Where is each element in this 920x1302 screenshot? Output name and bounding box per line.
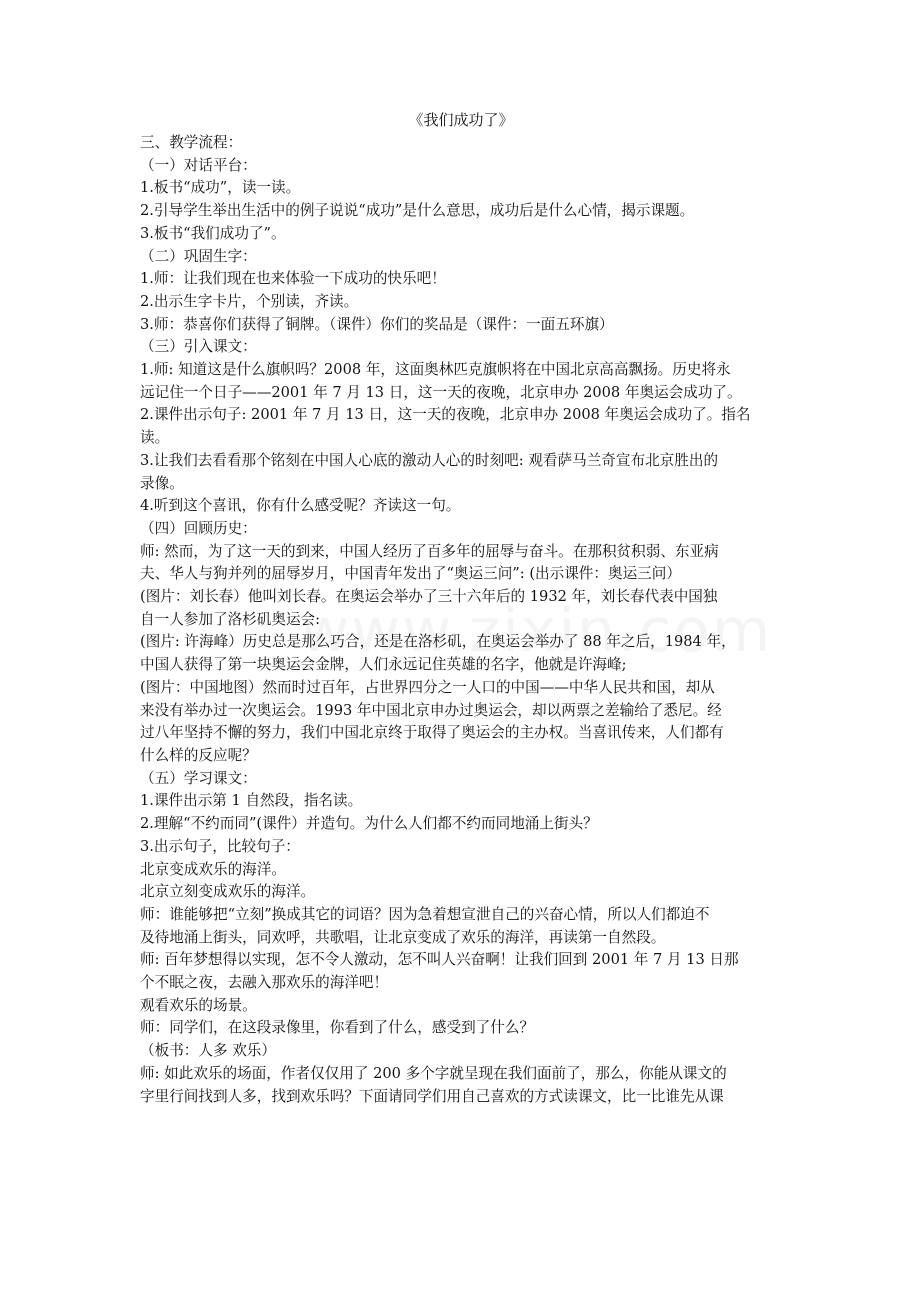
text-line: 3.师：恭喜你们获得了铜牌。（课件）你们的奖品是（课件：一面五环旗） [140,315,614,333]
text-line: 北京立刻变成欢乐的海洋。 [140,883,316,901]
text-line: 2.出示生字卡片，个别读，齐读。 [140,292,359,310]
text-line: 2.引导学生举出生活中的例子说说“成功”是什么意思，成功后是什么心情，揭示课题。 [140,202,695,220]
text-line: 师：同学们，在这段录像里，你看到了什么，感受到了什么？ [140,1019,535,1037]
text-line: (图片：中国地图）然而时过百年，占世界四分之一人口的中国——中华人民共和国，却从 [140,678,715,696]
text-line: 1.师：让我们现在也来体验一下成功的快乐吧！ [140,270,446,288]
text-line: 1.课件出示第 1 自然段，指名读。 [140,792,363,810]
text-line: 过八年坚持不懈的努力，我们中国北京终于取得了奥运会的主办权。当喜讯传来，人们都有 [140,724,724,742]
text-line: 北京变成欢乐的海洋。 [140,860,286,878]
text-line: 师: 然而，为了这一天的到来，中国人经历了百多年的屈辱与奋斗。在那积贫积弱、东亚病 [140,542,719,560]
text-line: 什么样的反应呢？ [140,746,257,764]
document-body [140,132,782,1108]
text-line: 字里行间找到人多，找到欢乐吗？下面请同学们用自己喜欢的方式读课文，比一比谁先从课 [140,1087,724,1105]
text-line: （四）回顾历史： [140,519,257,537]
text-line: 来没有举办过一次奥运会。1993 年中国北京申办过奥运会，却以两票之差输给了悉尼。经 [140,701,722,719]
text-line: 自一人参加了洛杉矶奥运会: [140,610,321,628]
text-line: 录像。 [140,474,184,492]
text-line: 3.让我们去看看那个铭刻在中国人心底的激动人心的时刻吧: 观看萨马兰奇宣布北京胜出的 [140,451,719,469]
text-line: （一）对话平台： [140,156,257,174]
text-line: 夫、华人与狗并列的屈辱岁月，中国青年发出了“奥运三问”: (出示课件：奥运三问） [140,565,681,583]
text-line: 3.出示句子，比较句子： [140,837,300,855]
text-line: (图片: 许海峰）历史总是那么巧合，还是在洛杉矶，在奥运会举办了 88 年之后，1984 年， [140,633,736,651]
text-line: （三）引入课文： [140,338,257,356]
text-line: (图片：刘长春）他叫刘长春。在奥运会举办了三十六年后的 1932 年，刘长春代表中国独 [140,588,718,606]
text-line: （板书：人多 欢乐） [140,1042,276,1060]
document-title: 《我们成功了》 [408,111,514,129]
text-line: 1.板书“成功”，读一读。 [140,179,301,197]
text-line: 及待地涌上街头，同欢呼，共歌唱，让北京变成了欢乐的海洋，再读第一自然段。 [140,928,666,946]
text-line: 读。 [140,429,170,447]
text-line: 师: 如此欢乐的场面，作者仅仅用了 200 多个字就呈现在我们面前了，那么，你能从课文的 [140,1064,727,1082]
text-line: 1.师: 知道这是什么旗帜吗？2008 年，这面奥林匹克旗帜将在中国北京高高飘扬。历史将永 [140,361,731,379]
text-line: 3.板书“我们成功了”。 [140,224,286,242]
text-line: 4.听到这个喜讯，你有什么感受呢？齐读这一句。 [140,497,461,515]
text-line: 2.理解“不约而同”(课件）并造句。为什么人们都不约而同地涌上街头？ [140,815,598,833]
text-line: 个不眠之夜，去融入那欢乐的海洋吧！ [140,974,389,992]
text-line: 观看欢乐的场景。 [140,996,257,1014]
document-page [140,109,782,1108]
text-line: 师：谁能够把“立刻”换成其它的词语？因为急着想宣泄自己的兴奋心情，所以人们都迫不 [140,905,710,923]
text-line: 中国人获得了第一块奥运会金牌，人们永远记住英雄的名字，他就是许海峰; [140,656,627,674]
text-line: 师: 百年梦想得以实现，怎不令人激动，怎不叫人兴奋啊！让我们回到 2001 年 7 月 13 日那 [140,951,739,969]
text-line: 三、教学流程： [140,134,243,151]
text-line: （二）巩固生字： [140,247,257,265]
text-line: （五）学习课文： [140,769,257,787]
text-line: 2.课件出示句子: 2001 年 7 月 13 日，这一天的夜晚，北京申办 2008 年奥运会成功了。指名 [140,406,751,424]
text-line: 远记住一个日子——2001 年 7 月 13 日，这一天的夜晚，北京申办 2008 年奥运会成功了。 [140,383,742,401]
